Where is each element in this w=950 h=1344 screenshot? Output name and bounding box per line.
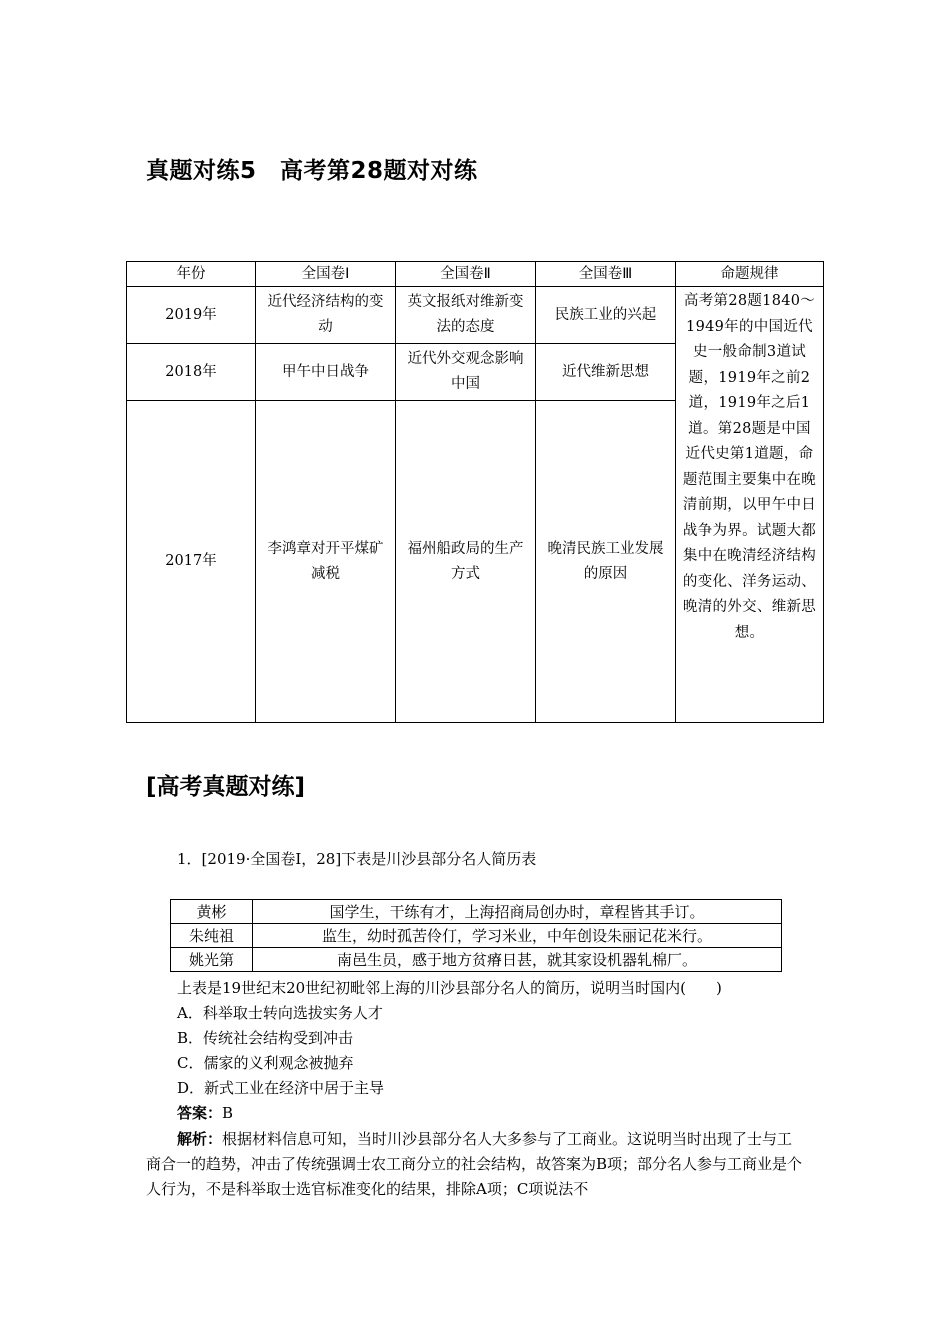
summary-table (126, 261, 824, 723)
cell-paper3: 近代维新思想 (536, 344, 676, 401)
option-c: C．儒家的义利观念被抛弃 (177, 1054, 354, 1072)
cell-paper1: 甲午中日战争 (256, 344, 396, 401)
people-table (170, 899, 782, 972)
header-year: 年份 (127, 262, 256, 287)
header-paper1: 全国卷Ⅰ (256, 262, 396, 287)
cell-year: 2018年 (127, 344, 256, 401)
person-name: 姚光第 (171, 948, 253, 972)
header-paper2: 全国卷Ⅱ (396, 262, 536, 287)
analysis-text: 根据材料信息可知，当时川沙县部分名人大多参与了工商业。这说明当时出现了士与工商合一的趋势，冲击了传统强调士农工商分立的社会结构，故答案为B项；部分名人参与工商业是个人行为，不是科举取士选官标准变化的结果，排除A项；C项说法不 (146, 1130, 803, 1198)
analysis-paragraph (146, 1127, 806, 1202)
summary-table-header (127, 262, 824, 287)
analysis-label: 解析： (177, 1130, 223, 1148)
cell-paper3: 晚清民族工业发展的原因 (536, 401, 676, 723)
person-bio: 南邑生员，感于地方贫瘠日甚，就其家设机器轧棉厂。 (253, 948, 782, 972)
section-title: [高考真题对练] (146, 774, 306, 800)
cell-paper2: 福州船政局的生产方式 (396, 401, 536, 723)
cell-paper2: 英文报纸对维新变法的态度 (396, 287, 536, 344)
option-d: D．新式工业在经济中居于主导 (177, 1079, 385, 1097)
option-a: A．科举取士转向选拔实务人才 (177, 1004, 383, 1022)
person-name: 黄彬 (171, 900, 253, 924)
person-name: 朱纯祖 (171, 924, 253, 948)
question-stem: 1．[2019·全国卷Ⅰ，28]下表是川沙县部分名人简历表 (177, 850, 537, 868)
person-bio: 监生，幼时孤苦伶仃，学习米业，中年创设朱丽记花米行。 (253, 924, 782, 948)
table-row (171, 924, 782, 948)
person-bio: 国学生，干练有才，上海招商局创办时，章程皆其手订。 (253, 900, 782, 924)
cell-paper1: 李鸿章对开平煤矿减税 (256, 401, 396, 723)
cell-year: 2019年 (127, 287, 256, 344)
answer-label: 答案： (177, 1104, 223, 1122)
table-row (127, 287, 824, 344)
option-b: B．传统社会结构受到冲击 (177, 1029, 354, 1047)
cell-rule: 高考第28题1840～1949年的中国近代史一般命制3道试题，1919年之前2道，1919年之后1道。第28题是中国近代史第1道题，命题范围主要集中在晚清前期，以甲午中日战争为界。试题大都集中在晚清经济结构的变化、洋务运动、晚清的外交、维新思想。 (676, 287, 824, 723)
header-rule: 命题规律 (676, 262, 824, 287)
page-title: 真题对练5 高考第28题对对练 (146, 158, 478, 184)
answer-value: B (222, 1104, 234, 1122)
cell-year: 2017年 (127, 401, 256, 723)
header-paper3: 全国卷Ⅲ (536, 262, 676, 287)
cell-paper3: 民族工业的兴起 (536, 287, 676, 344)
table-row (171, 948, 782, 972)
table-row (171, 900, 782, 924)
question-prompt: 上表是19世纪末20世纪初毗邻上海的川沙县部分名人的简历，说明当时国内( ) (177, 979, 722, 997)
cell-paper1: 近代经济结构的变动 (256, 287, 396, 344)
cell-paper2: 近代外交观念影响中国 (396, 344, 536, 401)
answer-line (177, 1102, 233, 1123)
